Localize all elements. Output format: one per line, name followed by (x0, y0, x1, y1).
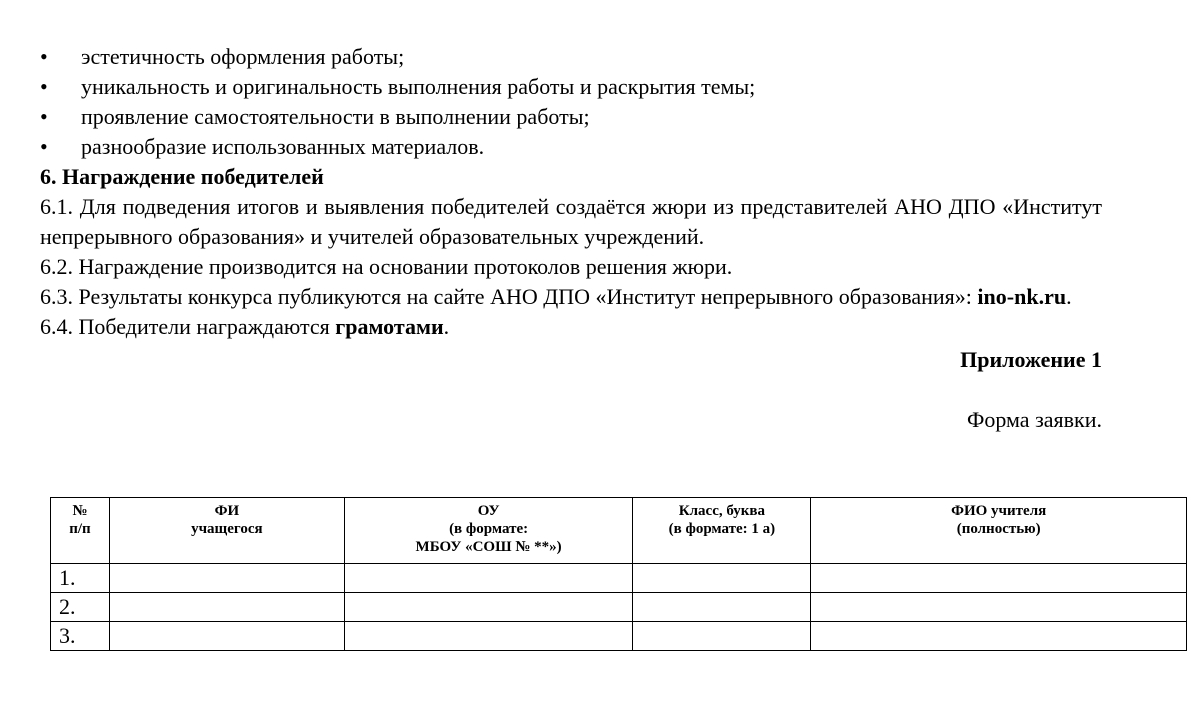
cell-school[interactable] (344, 622, 633, 651)
paragraph-6-3 (40, 282, 1102, 312)
cell-class[interactable] (633, 622, 811, 651)
cell-student-name[interactable] (109, 593, 344, 622)
paragraph-6-1: 6.1. Для подведения итогов и выявления победителей создаётся жюри из представителей АНО ДПО «Институт непрерывного образования» и учителей образовательных учреждений. (40, 194, 1102, 249)
cell-class[interactable] (633, 564, 811, 593)
header-student-name: ФИ учащегося (109, 498, 344, 564)
paragraph-6-4-text: 6.4. Победители награждаются (40, 314, 336, 339)
cell-student-name[interactable] (109, 564, 344, 593)
cell-class[interactable] (633, 593, 811, 622)
bullet-icon: • (40, 44, 48, 69)
paragraph-6-4 (40, 312, 1102, 342)
website-link[interactable]: ino-nk.ru (977, 284, 1067, 309)
cell-school[interactable] (344, 593, 633, 622)
list-item (40, 42, 1102, 72)
criterion-text: эстетичность оформления работы; (81, 44, 405, 69)
list-item (40, 72, 1102, 102)
header-school: ОУ (в формате: МБОУ «СОШ № **») (344, 498, 633, 564)
cell-school[interactable] (344, 564, 633, 593)
paragraph-6-3-text: 6.3. Результаты конкурса публикуются на сайте АНО ДПО «Институт непрерывного образования»: (40, 284, 978, 309)
cell-number: 3. (51, 622, 110, 651)
paragraph-6-4-bold: грамотами (335, 314, 444, 339)
table-row (51, 593, 1187, 622)
header-class: Класс, буква (в формате: 1 а) (633, 498, 811, 564)
criterion-text: разнообразие использованных материалов. (81, 134, 485, 159)
cell-teacher[interactable] (811, 622, 1187, 651)
cell-teacher[interactable] (811, 593, 1187, 622)
header-number: № п/п (51, 498, 110, 564)
table-row (51, 564, 1187, 593)
cell-teacher[interactable] (811, 564, 1187, 593)
list-item (40, 132, 1102, 162)
criterion-text: проявление самостоятельности в выполнении работы; (81, 104, 590, 129)
paragraph-6-2: 6.2. Награждение производится на основании протоколов решения жюри. (40, 254, 733, 279)
cell-number: 2. (51, 593, 110, 622)
application-form-table (50, 497, 1187, 651)
form-title: Форма заявки. (966, 407, 1102, 432)
cell-number: 1. (51, 564, 110, 593)
list-item (40, 102, 1102, 132)
table-row (51, 622, 1187, 651)
appendix-title: Приложение 1 (960, 347, 1102, 372)
paragraph-6-3-end: . (1066, 284, 1072, 309)
document-page (40, 42, 1102, 435)
bullet-icon: • (40, 104, 48, 129)
table-header-row (51, 498, 1187, 564)
cell-student-name[interactable] (109, 622, 344, 651)
bullet-icon: • (40, 74, 48, 99)
criteria-list (40, 42, 1102, 162)
criterion-text: уникальность и оригинальность выполнения работы и раскрытия темы; (81, 74, 756, 99)
paragraph-6-4-end: . (443, 314, 450, 339)
header-teacher: ФИО учителя (полностью) (811, 498, 1187, 564)
section-heading: 6. Награждение победителей (40, 164, 324, 189)
bullet-icon: • (40, 134, 48, 159)
